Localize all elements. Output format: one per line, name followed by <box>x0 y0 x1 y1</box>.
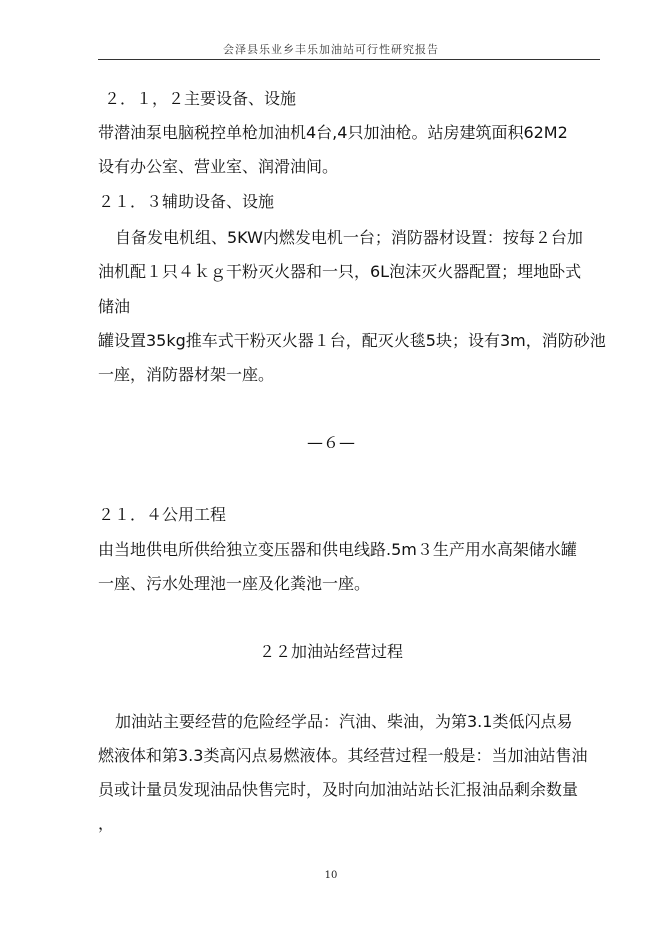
body-line: 一座，消防器材架一座。 <box>98 365 275 384</box>
page-marker: —６— <box>306 433 355 452</box>
section-heading: ２．１，２主要设备、设施 <box>104 89 297 108</box>
section-heading-centered: ２２加油站经营过程 <box>258 642 403 661</box>
body-line: 员或计量员发现油品快售完时，及时向加油站站长汇报油品剩余数量 <box>98 780 579 799</box>
body-line: 罐设置35kg推车式干粉灭火器１台，配灭火毯5块；设有3m，消防砂池 <box>98 331 606 350</box>
page-number: 10 <box>324 870 338 881</box>
body-line: ， <box>98 814 115 833</box>
body-line: 带潜油泵电脑税控单枪加油机4台,4只加油枪。站房建筑面积62M2 <box>98 123 568 142</box>
body-line: 储油 <box>98 297 131 316</box>
header-rule <box>98 59 600 60</box>
body-line: 自备发电机组、5KW内燃发电机一台；消防器材设置：按每２台加 <box>115 228 583 247</box>
running-header: 会泽县乐业乡丰乐加油站可行性研究报告 <box>223 43 439 56</box>
body-line: 一座、污水处理池一座及化粪池一座。 <box>98 574 371 593</box>
section-heading: ２１．４公用工程 <box>98 505 227 524</box>
body-line: 燃液体和第3.3类高闪点易燃液体。其经营过程一般是：当加油站售油 <box>98 746 588 765</box>
section-heading: ２１．３辅助设备、设施 <box>98 192 275 211</box>
body-line: 由当地供电所供给独立变压器和供电线路.5m３生产用水高架储水罐 <box>98 540 577 559</box>
body-line: 加油站主要经营的危险经学品：汽油、柴油，为第3.1类低闪点易 <box>115 712 573 731</box>
body-line: 设有办公室、营业室、润滑油间。 <box>98 157 339 176</box>
body-line: 油机配１只４ｋｇ干粉灭火器和一只，6L泡沫灭火器配置；埋地卧式 <box>98 262 582 281</box>
